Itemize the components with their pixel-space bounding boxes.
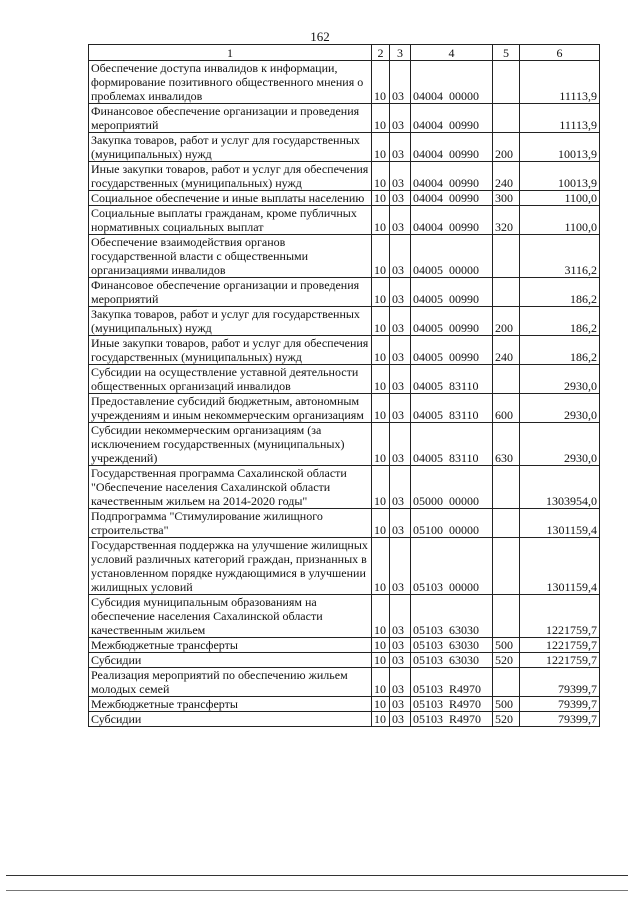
row-subsection: 03 — [390, 595, 411, 638]
row-section: 10 — [372, 423, 390, 466]
row-target-code: 05100 00000 — [411, 509, 493, 538]
row-amount: 1100,0 — [520, 206, 600, 235]
table-row — [89, 394, 600, 423]
row-section: 10 — [372, 278, 390, 307]
col-header-1: 1 — [89, 45, 372, 61]
table-row — [89, 595, 600, 638]
row-section: 10 — [372, 336, 390, 365]
row-section: 10 — [372, 653, 390, 668]
row-expense-type — [493, 466, 520, 509]
row-section: 10 — [372, 61, 390, 104]
row-subsection: 03 — [390, 509, 411, 538]
budget-table-body — [89, 61, 600, 727]
row-name: Подпрограмма "Стимулирование жилищного строительства" — [89, 509, 372, 538]
row-target-code: 04005 83110 — [411, 394, 493, 423]
row-subsection: 03 — [390, 133, 411, 162]
table-row — [89, 466, 600, 509]
row-target-code: 05103 R4970 — [411, 668, 493, 697]
row-target-code: 05103 63030 — [411, 638, 493, 653]
row-target-code: 05103 00000 — [411, 538, 493, 595]
row-name: Субсидии некоммерческим организациям (за исключением государственных (муниципальных) учреждений) — [89, 423, 372, 466]
row-expense-type — [493, 365, 520, 394]
table-row — [89, 235, 600, 278]
table-row — [89, 133, 600, 162]
row-name: Предоставление субсидий бюджетным, автономным учреждениям и иным некоммерческим организациям — [89, 394, 372, 423]
row-amount: 1221759,7 — [520, 653, 600, 668]
row-name: Межбюджетные трансферты — [89, 697, 372, 712]
table-row — [89, 162, 600, 191]
row-expense-type: 200 — [493, 133, 520, 162]
row-amount: 11113,9 — [520, 104, 600, 133]
row-subsection: 03 — [390, 466, 411, 509]
row-expense-type: 200 — [493, 307, 520, 336]
col-header-2: 2 — [372, 45, 390, 61]
row-amount: 186,2 — [520, 307, 600, 336]
budget-table — [88, 44, 600, 727]
row-name: Закупка товаров, работ и услуг для государственных (муниципальных) нужд — [89, 133, 372, 162]
row-target-code: 04004 00990 — [411, 133, 493, 162]
table-row — [89, 206, 600, 235]
row-target-code: 04004 00990 — [411, 162, 493, 191]
col-header-6: 6 — [520, 45, 600, 61]
row-subsection: 03 — [390, 206, 411, 235]
row-amount: 1301159,4 — [520, 538, 600, 595]
row-name: Субсидии — [89, 712, 372, 727]
row-amount: 2930,0 — [520, 365, 600, 394]
row-expense-type: 600 — [493, 394, 520, 423]
row-expense-type: 520 — [493, 653, 520, 668]
table-row — [89, 191, 600, 206]
table-row — [89, 423, 600, 466]
row-section: 10 — [372, 133, 390, 162]
row-amount: 186,2 — [520, 336, 600, 365]
row-subsection: 03 — [390, 235, 411, 278]
row-name: Субсидии — [89, 653, 372, 668]
row-target-code: 04005 00990 — [411, 307, 493, 336]
row-section: 10 — [372, 235, 390, 278]
row-expense-type — [493, 235, 520, 278]
row-expense-type — [493, 509, 520, 538]
row-amount: 186,2 — [520, 278, 600, 307]
row-expense-type: 500 — [493, 697, 520, 712]
row-target-code: 04004 00000 — [411, 61, 493, 104]
row-target-code: 05103 63030 — [411, 595, 493, 638]
table-row — [89, 61, 600, 104]
row-subsection: 03 — [390, 162, 411, 191]
row-subsection: 03 — [390, 278, 411, 307]
row-subsection: 03 — [390, 61, 411, 104]
table-row — [89, 653, 600, 668]
row-subsection: 03 — [390, 423, 411, 466]
row-section: 10 — [372, 466, 390, 509]
row-subsection: 03 — [390, 191, 411, 206]
row-subsection: 03 — [390, 653, 411, 668]
row-amount: 2930,0 — [520, 423, 600, 466]
row-section: 10 — [372, 712, 390, 727]
table-row — [89, 336, 600, 365]
row-section: 10 — [372, 538, 390, 595]
row-target-code: 04005 00990 — [411, 336, 493, 365]
row-subsection: 03 — [390, 307, 411, 336]
row-subsection: 03 — [390, 668, 411, 697]
row-amount: 79399,7 — [520, 668, 600, 697]
row-target-code: 04004 00990 — [411, 104, 493, 133]
row-section: 10 — [372, 394, 390, 423]
row-expense-type: 630 — [493, 423, 520, 466]
row-expense-type: 500 — [493, 638, 520, 653]
row-subsection: 03 — [390, 336, 411, 365]
row-expense-type — [493, 61, 520, 104]
bottom-rule — [6, 890, 628, 891]
row-section: 10 — [372, 206, 390, 235]
row-target-code: 05103 63030 — [411, 653, 493, 668]
row-section: 10 — [372, 697, 390, 712]
row-section: 10 — [372, 104, 390, 133]
row-name: Финансовое обеспечение организации и проведения мероприятий — [89, 278, 372, 307]
bottom-rule — [6, 875, 628, 876]
row-amount: 3116,2 — [520, 235, 600, 278]
row-section: 10 — [372, 668, 390, 697]
row-subsection: 03 — [390, 712, 411, 727]
row-amount: 1221759,7 — [520, 638, 600, 653]
column-number-header — [89, 45, 600, 61]
row-amount: 10013,9 — [520, 162, 600, 191]
table-row — [89, 509, 600, 538]
table-row — [89, 365, 600, 394]
row-expense-type — [493, 538, 520, 595]
table-row — [89, 668, 600, 697]
row-expense-type — [493, 278, 520, 307]
row-section: 10 — [372, 509, 390, 538]
row-expense-type: 240 — [493, 336, 520, 365]
table-row — [89, 712, 600, 727]
row-expense-type: 240 — [493, 162, 520, 191]
table-row — [89, 104, 600, 133]
row-name: Закупка товаров, работ и услуг для государственных (муниципальных) нужд — [89, 307, 372, 336]
row-section: 10 — [372, 365, 390, 394]
row-name: Обеспечение доступа инвалидов к информации, формирование позитивного общественного мнения о проблемах инвалидов — [89, 61, 372, 104]
row-section: 10 — [372, 307, 390, 336]
table-row — [89, 538, 600, 595]
row-target-code: 04005 83110 — [411, 365, 493, 394]
row-subsection: 03 — [390, 697, 411, 712]
row-amount: 79399,7 — [520, 697, 600, 712]
row-name: Социальные выплаты гражданам, кроме публичных нормативных социальных выплат — [89, 206, 372, 235]
row-target-code: 04004 00990 — [411, 206, 493, 235]
row-name: Субсидия муниципальным образованиям на обеспечение населения Сахалинской области качественным жильем — [89, 595, 372, 638]
row-subsection: 03 — [390, 394, 411, 423]
row-target-code: 04004 00990 — [411, 191, 493, 206]
page-number: 162 — [310, 29, 330, 44]
row-target-code: 05103 R4970 — [411, 697, 493, 712]
row-subsection: 03 — [390, 104, 411, 133]
row-target-code: 04005 00000 — [411, 235, 493, 278]
row-target-code: 04005 00990 — [411, 278, 493, 307]
row-name: Субсидии на осуществление уставной деятельности общественных организаций инвалидов — [89, 365, 372, 394]
row-section: 10 — [372, 162, 390, 191]
table-row — [89, 307, 600, 336]
row-section: 10 — [372, 638, 390, 653]
row-expense-type: 300 — [493, 191, 520, 206]
row-expense-type — [493, 595, 520, 638]
col-header-3: 3 — [390, 45, 411, 61]
row-expense-type: 520 — [493, 712, 520, 727]
row-name: Иные закупки товаров, работ и услуг для обеспечения государственных (муниципальных) нужд — [89, 336, 372, 365]
row-amount: 11113,9 — [520, 61, 600, 104]
row-subsection: 03 — [390, 538, 411, 595]
col-header-5: 5 — [493, 45, 520, 61]
row-expense-type: 320 — [493, 206, 520, 235]
row-amount: 1303954,0 — [520, 466, 600, 509]
row-name: Обеспечение взаимодействия органов государственной власти с общественными организациями инвалидов — [89, 235, 372, 278]
row-amount: 1221759,7 — [520, 595, 600, 638]
row-amount: 1100,0 — [520, 191, 600, 206]
row-section: 10 — [372, 595, 390, 638]
row-name: Реализация мероприятий по обеспечению жильем молодых семей — [89, 668, 372, 697]
table-row — [89, 697, 600, 712]
row-name: Государственная поддержка на улучшение жилищных условий различных категорий граждан, признанных в установленном порядке нуждающимися в улучшении жилищных условий — [89, 538, 372, 595]
row-amount: 10013,9 — [520, 133, 600, 162]
row-target-code: 05000 00000 — [411, 466, 493, 509]
row-expense-type — [493, 104, 520, 133]
row-name: Иные закупки товаров, работ и услуг для обеспечения государственных (муниципальных) нужд — [89, 162, 372, 191]
row-target-code: 04005 83110 — [411, 423, 493, 466]
col-header-4: 4 — [411, 45, 493, 61]
row-name: Финансовое обеспечение организации и проведения мероприятий — [89, 104, 372, 133]
row-amount: 79399,7 — [520, 712, 600, 727]
table-row — [89, 278, 600, 307]
row-subsection: 03 — [390, 365, 411, 394]
row-expense-type — [493, 668, 520, 697]
table-row — [89, 638, 600, 653]
row-name: Социальное обеспечение и иные выплаты населению — [89, 191, 372, 206]
row-subsection: 03 — [390, 638, 411, 653]
row-target-code: 05103 R4970 — [411, 712, 493, 727]
row-amount: 2930,0 — [520, 394, 600, 423]
row-name: Межбюджетные трансферты — [89, 638, 372, 653]
row-section: 10 — [372, 191, 390, 206]
row-amount: 1301159,4 — [520, 509, 600, 538]
row-name: Государственная программа Сахалинской области "Обеспечение населения Сахалинской области качественным жильем на 2014-2020 годы" — [89, 466, 372, 509]
